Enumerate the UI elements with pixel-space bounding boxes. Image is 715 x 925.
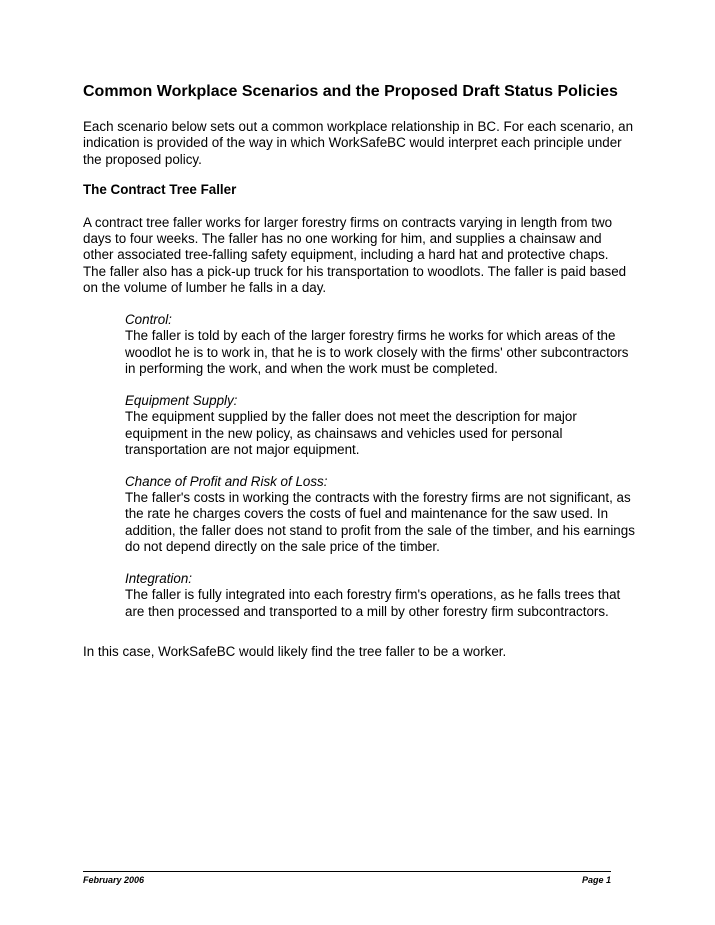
factor-heading: Chance of Profit and Risk of Loss:	[125, 474, 328, 490]
factor-control	[125, 312, 635, 377]
factor-equipment-supply	[125, 393, 635, 458]
scenario-paragraph: A contract tree faller works for larger forestry firms on contracts varying in length from two days to four weeks. The faller has no one working for him, and supplies a chainsaw and other associated tree-falling safety equipment, including a hard hat and protective chaps. The faller also has a pick-up truck for his transportation to woodlots. The faller is paid based on the volume of lumber he falls in a day.	[83, 214, 627, 296]
intro-paragraph: Each scenario below sets out a common workplace relationship in BC. For each scenario, an indication is provided of the way in which WorkSafeBC would interpret each principle under the proposed policy.	[83, 119, 634, 167]
page-footer	[83, 871, 611, 885]
factor-profit-loss	[125, 474, 635, 555]
scenario-heading: The Contract Tree Faller	[83, 181, 237, 197]
factor-text: The faller is told by each of the larger forestry firms he works for which areas of the woodlot he is to work in, that he is to work closely with the firms' other subcontractors in performing the work, and when the work must be completed.	[125, 328, 629, 376]
document-body	[83, 82, 635, 660]
factor-heading: Integration:	[125, 571, 192, 587]
document-title: Common Workplace Scenarios and the Proposed Draft Status Policies	[83, 83, 618, 100]
factor-text: The equipment supplied by the faller does not meet the description for major equipment in the new policy, as chainsaws and vehicles used for personal transportation are not major equipment.	[125, 409, 577, 457]
factor-list	[83, 312, 635, 620]
footer-page-number: Page 1	[581, 875, 611, 885]
factor-integration	[125, 571, 635, 620]
factor-heading: Control:	[125, 312, 172, 328]
factor-text: The faller's costs in working the contracts with the forestry firms are not significant, as the rate he charges covers the costs of fuel and maintenance for the saw used. In addition, the faller does not stand to profit from the sale of the timber, and his earnings do not depend directly on the sale price of the timber.	[125, 490, 635, 555]
footer-date: February 2006	[83, 875, 145, 885]
conclusion-paragraph: In this case, WorkSafeBC would likely find the tree faller to be a worker.	[83, 643, 507, 659]
factor-heading: Equipment Supply:	[125, 393, 238, 409]
factor-text: The faller is fully integrated into each forestry firm's operations, as he falls trees that are then processed and transported to a mill by other forestry firm subcontractors.	[125, 587, 621, 619]
